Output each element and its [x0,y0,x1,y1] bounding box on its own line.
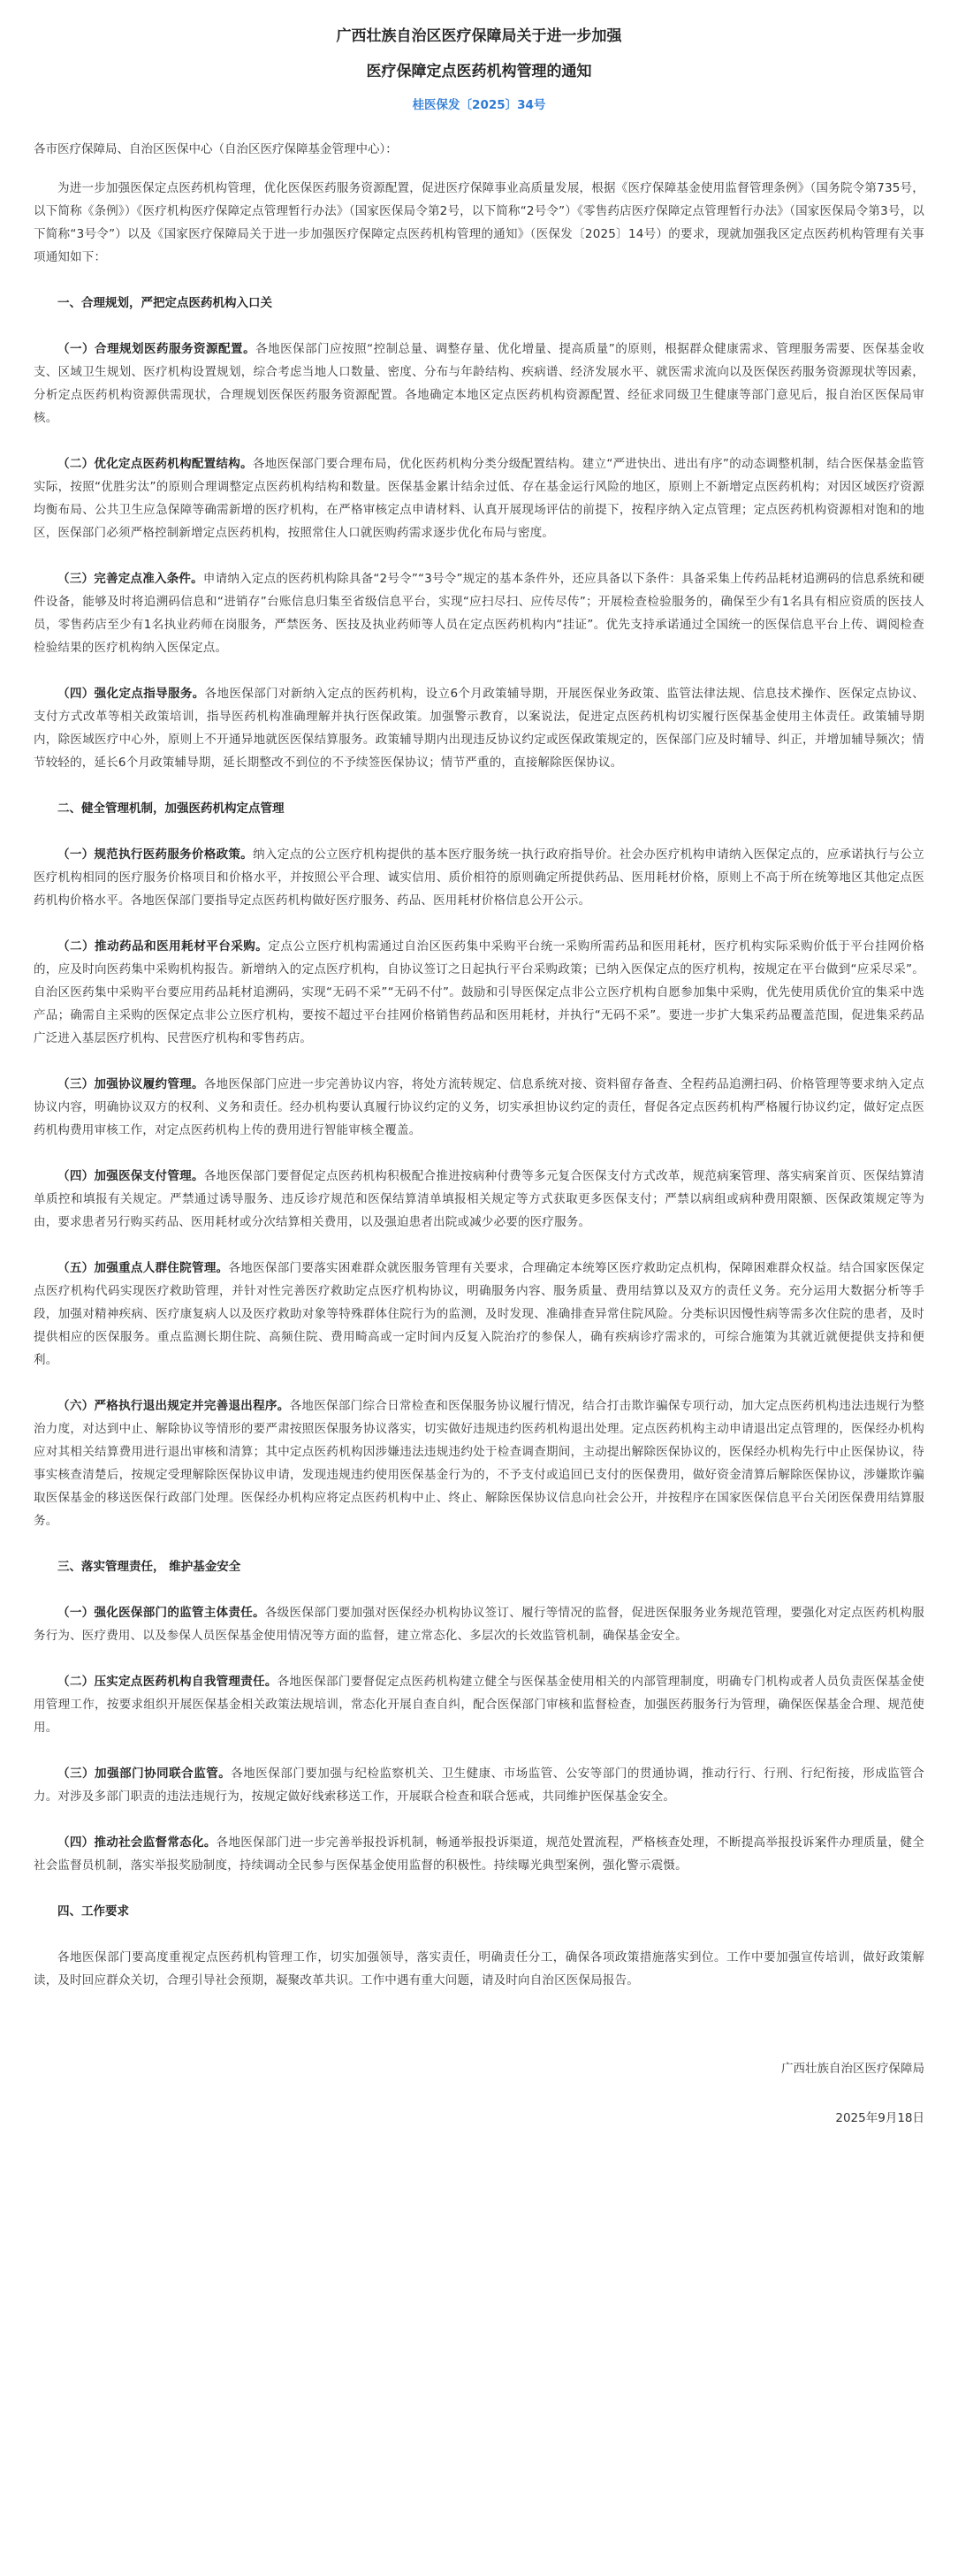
section-item [34,935,924,1050]
item-lead: （三）加强协议履约管理。 [57,1077,204,1091]
section-heading: 一、合理规划，严把定点医药机构入口关 [57,296,272,310]
section-item [34,1831,924,1877]
section-item [34,1257,924,1372]
section-item [34,452,924,544]
section-item [34,1670,924,1739]
item-lead: （三）加强部门协同联合监管。 [57,1767,232,1781]
addressee: 各市医疗保障局、自治区医保中心（自治区医疗保障基金管理中心）： [34,142,398,156]
item-body: 各地医保部门对新纳入定点的医药机构，设立6个月政策辅导期，开展医保业务政策、监管法律法规、信息技术操作、医保定点协议、支付方式改革等相关政策培训，指导医药机构准确理解并执行医保政策。加强警示教育，以案说法，促进定点医药机构切实履行医保基金使用主体责任。政策辅导期内，除医域医疗中心外，原则上不开通异地就医医保结算服务。政策辅导期内出现违反协议约定或医保政策规定的，医保部门应及时辅导、纠正，并增加辅导频次；情节较轻的，延长6个月政策辅导期，延长期整改不到位的不予续签医保协议；情节严重的，直接解除医保协议。 [34,687,924,770]
item-lead: （四）加强医保支付管理。 [57,1169,204,1183]
item-body: 申请纳入定点的医药机构除具备“2号令”“3号令”规定的基本条件外，还应具备以下条件：具备采集上传药品耗材追溯码的信息系统和硬件设备，能够及时将追溯码信息和“进销存”台账信息归集至省级信息平台，实现“应扫尽扫、应传尽传”；开展检查检验服务的，确保至少有1名具有相应资质的医技人员，零售药店至少有1名执业药师在岗服务，严禁医务、医技及执业药师等人员在定点医药机构内“挂证”。优先支持承诺通过全国统一的医保信息平台上传、调阅检查检验结果的医疗机构纳入医保定点。 [34,572,924,655]
intro-paragraph: 为进一步加强医保定点医药机构管理，优化医保医药服务资源配置，促进医疗保障事业高质量发展，根据《医疗保障基金使用监督管理条例》（国务院令第735号，以下简称《条例》）《医疗机构医疗保障定点管理暂行办法》（国家医保局令第2号，以下简称“2号令”）《零售药店医疗保障定点管理暂行办法》（国家医保局令第3号，以下简称“3号令”）以及《国家医疗保障局关于进一步加强医疗保障定点医药机构管理的通知》（医保发〔2025〕14号）的要求，现就加强我区定点医药机构管理有关事项通知如下： [34,181,924,264]
item-body: 各地医保部门要加强与纪检监察机关、卫生健康、市场监管、公安等部门的贯通协调，推动行行、行刑、行纪衔接，形成监管合力。对涉及多部门职责的违法违规行为，按规定做好线索移送工作，开展联合检查和联合惩戒，共同维护医保基金安全。 [34,1767,924,1804]
section-item [34,1073,924,1142]
section-item [34,682,924,774]
item-body: 各地医保部门要合理布局，优化医药机构分类分级配置结构。建立“严进快出、进出有序”的动态调整机制，结合医保基金监管实际，按照“优胜劣汰”的原则合理调整定点医药机构结构和数量。医保基金累计结余过低、存在基金运行风险的地区，原则上不新增定点医药机构；对因区域医疗资源均衡布局、公共卫生应急保障等确需新增的医疗机构，在严格审核定点申请材料、认真开展现场评估的前提下，按程序纳入定点管理；定点医药机构资源相对饱和的地区，医保部门必须严格控制新增定点医药机构，按照常住人口就医购药需求逐步优化布局与密度。 [34,457,925,540]
item-body: 各级医保部门要加强对医保经办机构协议签订、履行等情况的监督，促进医保服务业务规范管理，要强化对定点医药机构服务行为、医疗费用、以及参保人员医保基金使用情况等方面的监督，建立常态化、多层次的长效监管机制，确保基金安全。 [34,1606,924,1643]
item-body: 纳入定点的公立医疗机构提供的基本医疗服务统一执行政府指导价。社会办医疗机构申请纳入医保定点的，应承诺执行与公立医疗机构相同的医疗服务价格项目和价格水平，并按照公平合理、诚实信用、质价相符的原则确定所提供药品、医用耗材价格，原则上不高于所在统筹地区其他定点医药机构价格水平。各地医保部门要指导定点医药机构做好医疗服务、药品、医用耗材价格信息公开公示。 [34,847,925,908]
item-lead: （四）推动社会监督常态化。 [57,1835,217,1850]
section-item [34,1394,924,1532]
item-lead: （二）优化定点医药机构配置结构。 [57,457,253,471]
document-title-line-2: 医疗保障定点医药机构管理的通知 [366,63,592,80]
section-item [34,567,924,659]
item-body: 各地医保部门要高度重视定点医药机构管理工作，切实加强领导，落实责任，明确责任分工，确保各项政策措施落实到位。工作中要加强宣传培训，做好政策解读，及时回应群众关切，合理引导社会预期，凝聚改革共识。工作中遇有重大问题，请及时向自治区医保局报告。 [34,1950,924,1987]
issuer-signature: 广西壮族自治区医疗保障局 [781,2062,924,2076]
item-lead: （一）强化医保部门的监管主体责任。 [57,1606,265,1620]
item-lead: （四）强化定点指导服务。 [57,687,205,701]
item-body: 各地医保部门综合日常检查和医保服务协议履行情况，结合打击欺诈骗保专项行动，加大定点医药机构违法违规行为整治力度，对达到中止、解除协议等情形的要严肃按照医保服务协议落实，切实做好违规违约医药机构退出处理。定点医药机构主动申请退出定点管理的，医保经办机构应对其相关结算费用进行退出审核和清算；其中定点医药机构因涉嫌违法违规违约处于检查调查期间，主动提出解除医保协议的，医保经办机构先行中止医保协议，待事实核查清楚后，按规定受理解除医保协议申请，发现违规违约使用医保基金行为的，不予支付或追回已支付的医保费用，做好资金清算后解除医保协议，涉嫌欺诈骗取医保基金的移送医保行政部门处理。医保经办机构应将定点医药机构中止、终止、解除医保协议信息向社会公开，并按程序在国家医保信息平台关闭医保费用结算服务。 [34,1399,924,1528]
section-heading: 二、健全管理机制，加强医药机构定点管理 [57,802,285,816]
item-body: 各地医保部门应进一步完善协议内容，将处方流转规定、信息系统对接、资料留存备查、全程药品追溯扫码、价格管理等要求纳入定点协议内容，明确协议双方的权利、义务和责任。经办机构要认真履行协议约定的义务，切实承担协议约定的责任，督促各定点医药机构严格履行协议约定，做好定点医药机构费用审核工作，对定点医药机构上传的费用进行智能审核全覆盖。 [34,1077,924,1137]
item-body: 各地医保部门应按照“控制总量、调整存量、优化增量、提高质量”的原则，根据群众健康需求、管理服务需要、医保基金收支、区域卫生规划、医疗机构设置规划，综合考虑当地人口数量、密度、分布与年龄结构、疾病谱、经济发展水平、就医需求流向以及医保医药服务资源现状等因素，分析定点医药机构资源供需现状，合理规划医保医药服务资源配置。各地确定本地区定点医药机构资源配置、经征求同级卫生健康等部门意见后，报自治区医保局审核。 [34,342,924,425]
issue-date: 2025年9月18日 [835,2111,924,2125]
section-heading: 四、工作要求 [57,1904,129,1919]
section-heading: 三、落实管理责任， 维护基金安全 [57,1560,241,1574]
section-item [34,1165,924,1234]
section-item [34,1601,924,1647]
document-page [0,23,958,2151]
section-item [34,1946,924,1992]
item-lead: （二）压实定点医药机构自我管理责任。 [57,1675,278,1689]
item-body: 各地医保部门要落实困难群众就医服务管理有关要求，合理确定本统筹区医疗救助定点机构，保障困难群众权益。结合国家医保定点医疗机构代码实现医疗救助管理，并针对性完善医疗救助定点医疗机构协议，明确服务内容、服务质量、费用结算以及双方的责任义务。充分运用大数据分析等手段，加强对精神疾病、医疗康复病人以及医疗救助对象等特殊群体住院行为的监测，及时发现、准确排查异常住院风险。分类标识因慢性病等需多次住院的患者，及时提供相应的医保服务。重点监测长期住院、高频住院、费用畸高或一定时间内反复入院治疗的参保人，确有疾病诊疗需求的，可综合施策为其就近就便提供支持和便利。 [34,1261,924,1367]
item-lead: （三）完善定点准入条件。 [57,572,203,586]
item-body: 各地医保部门进一步完善举报投诉机制，畅通举报投诉渠道，规范处置流程，严格核查处理，不断提高举报投诉案件办理质量，健全社会监督员机制，落实举报奖励制度，持续调动全民参与医保基金使用监督的积极性。持续曝光典型案例，强化警示震慑。 [34,1835,924,1873]
item-body: 各地医保部门要督促定点医药机构建立健全与医保基金使用相关的内部管理制度，明确专门机构或者人员负责医保基金使用管理工作，按要求组织开展医保基金相关政策法规培训，常态化开展自查自纠，配合医保部门审核和监督检查，加强医药服务行为管理，确保医保基金合理、规范使用。 [34,1675,924,1735]
section-item [34,1762,924,1808]
document-number: 桂医保发〔2025〕34号 [412,98,546,112]
item-body: 各地医保部门要督促定点医药机构积极配合推进按病种付费等多元复合医保支付方式改革，规范病案管理、落实病案首页、医保结算清单质控和填报有关规定。严禁通过诱导服务、违反诊疗规范和医保结算清单填报相关规定等方式获取更多医保支付；严禁以病组或病种费用限额、医保政策规定等为由，要求患者另行购买药品、医用耗材或分次结算相关费用，以及强迫患者出院或减少必要的医疗服务。 [34,1169,924,1229]
item-lead: （二）推动药品和医用耗材平台采购。 [57,939,269,954]
item-lead: （五）加强重点人群住院管理。 [57,1261,229,1275]
section-item [34,338,924,429]
document-title-line-1: 广西壮族自治区医疗保障局关于进一步加强 [336,27,622,45]
section-item [34,843,924,912]
item-body: 定点公立医疗机构需通过自治区医药集中采购平台统一采购所需药品和医用耗材，医疗机构实际采购价低于平台挂网价格的，应及时向医药集中采购机构报告。新增纳入的定点医疗机构，自协议签订之日起执行平台采购政策；已纳入医保定点的医疗机构，按规定在平台做到“应采尽采”。自治区医药集中采购平台要应用药品耗材追溯码，实现“无码不采”“无码不付”。鼓励和引导医保定点非公立医疗机构自愿参加集中采购，优先使用质优价宜的集采中选产品；确需自主采购的医保定点非公立医疗机构，要按不超过平台挂网价格销售药品和医用耗材，并执行“无码不采”。要进一步扩大集采药品覆盖范围，促进集采药品广泛进入基层医疗机构、民营医疗机构和零售药店。 [34,939,924,1045]
item-lead: （一）合理规划医药服务资源配置。 [57,342,256,356]
item-lead: （六）严格执行退出规定并完善退出程序。 [57,1399,290,1413]
item-lead: （一）规范执行医药服务价格政策。 [57,847,254,862]
